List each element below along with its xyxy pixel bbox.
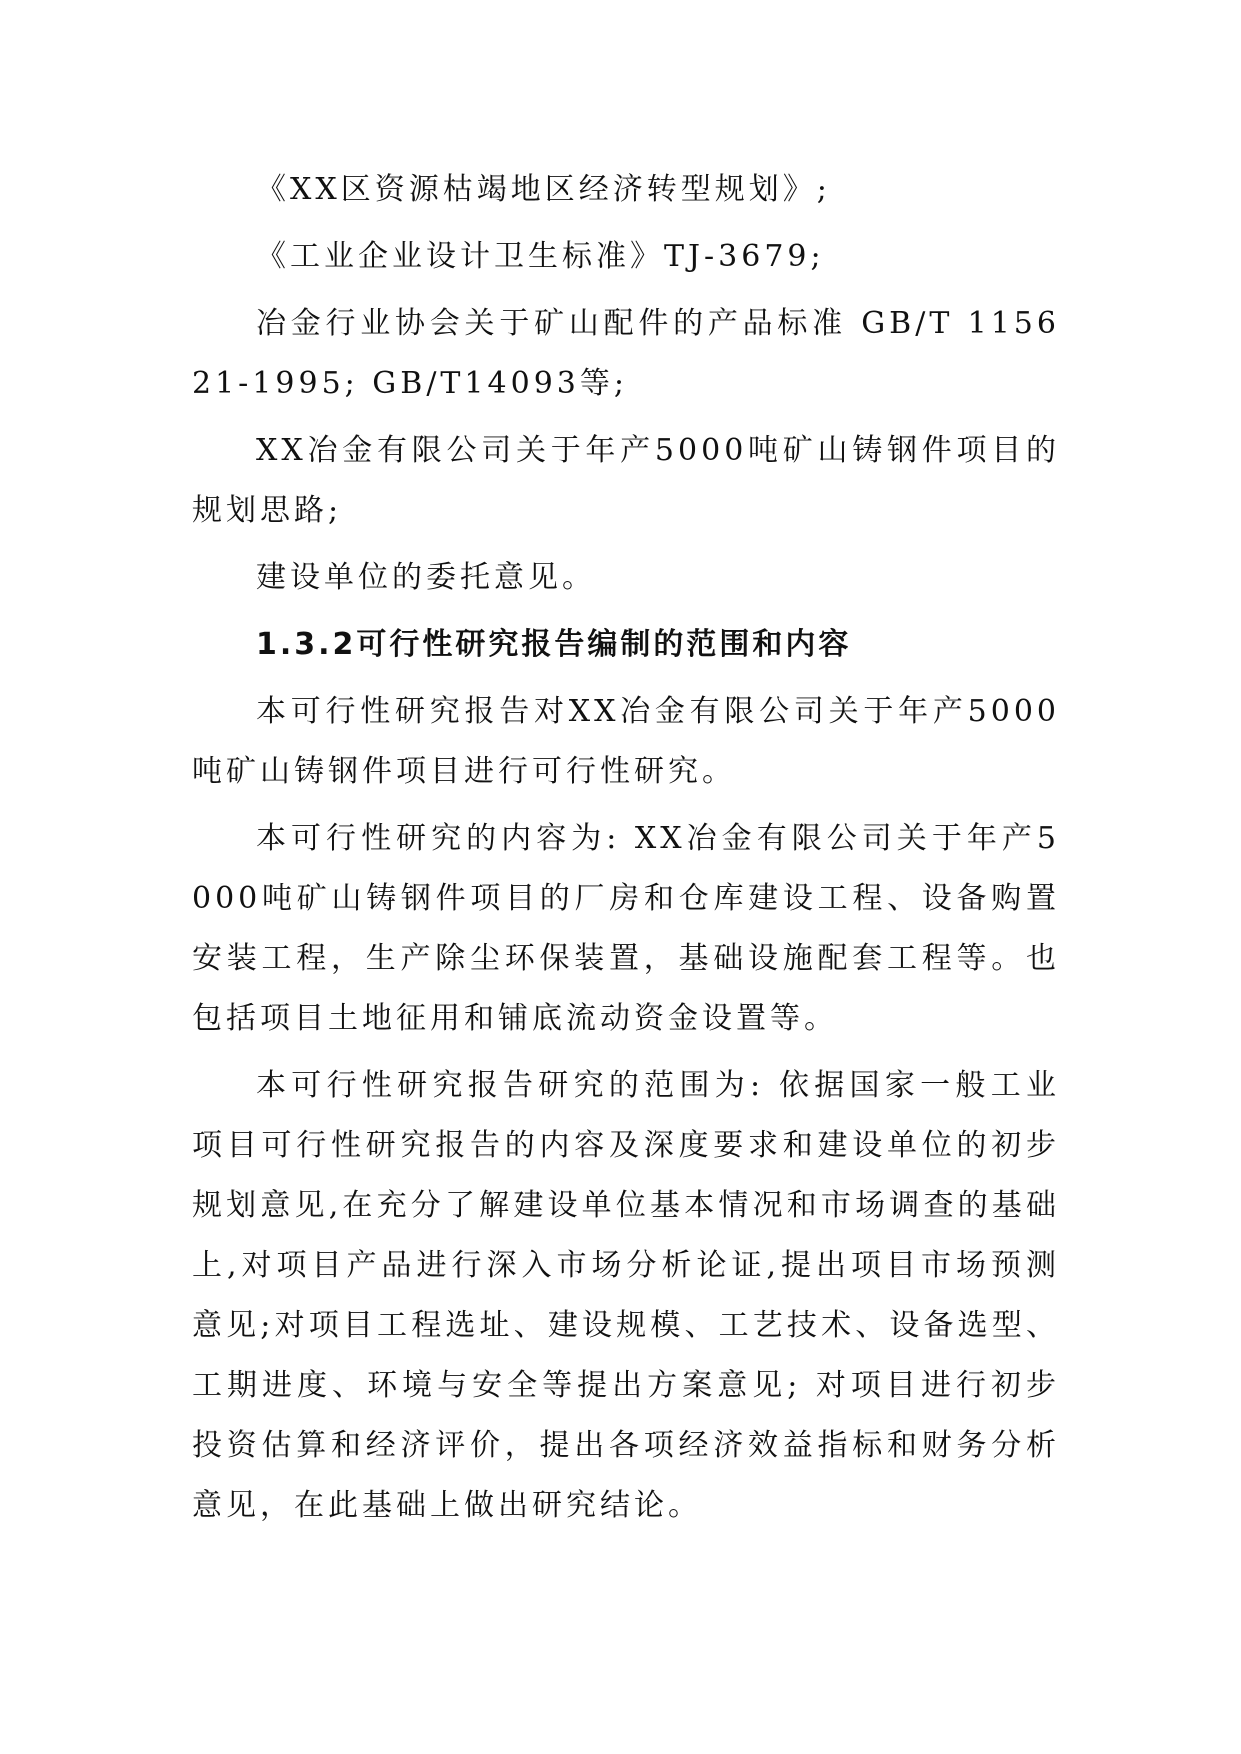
reference-item-planning-ideas: XX冶金有限公司关于年产5000吨矿山铸钢件项目的规划思路; (192, 433, 1060, 528)
section-paragraph-scope: 本可行性研究报告研究的范围为: 依据国家一般工业项目可行性研究报告的内容及深度要求和建设单位的初步规划意见,在充分了解建设单位基本情况和市场调查的基础上,对项目产品进行深入市场分析论证,提出项目市场预测意见;对项目工程选址、建设规模、工艺技术、设备选型、工期进度、环境与安全等提出方案意见; 对项目进行初步投资估算和经济评价，提出各项经济效益指标和财务分析意见，在此基础上做出研究结论。 (192, 1068, 1060, 1523)
document-body (192, 160, 1060, 1536)
section-heading: 1.3.2可行性研究报告编制的范围和内容 (256, 627, 852, 662)
section-paragraph-content: 本可行性研究的内容为: XX冶金有限公司关于年产5000吨矿山铸钢件项目的厂房和仓库建设工程、设备购置安装工程，生产除尘环保装置，基础设施配套工程等。也包括项目土地征用和铺底流动资金设置等。 (192, 821, 1060, 1036)
section-paragraph-subject: 本可行性研究报告对XX冶金有限公司关于年产5000吨矿山铸钢件项目进行可行性研究。 (192, 694, 1060, 789)
reference-item-commission: 建设单位的委托意见。 (256, 560, 596, 595)
reference-item-transformation-plan: 《XX区资源枯竭地区经济转型规划》; (256, 172, 831, 207)
reference-item-product-standard: 冶金行业协会关于矿山配件的产品标准 GB/T 115621-1995; GB/T14093等; (192, 306, 1060, 401)
reference-item-hygiene-standard: 《工业企业设计卫生标准》TJ-3679; (256, 239, 825, 274)
